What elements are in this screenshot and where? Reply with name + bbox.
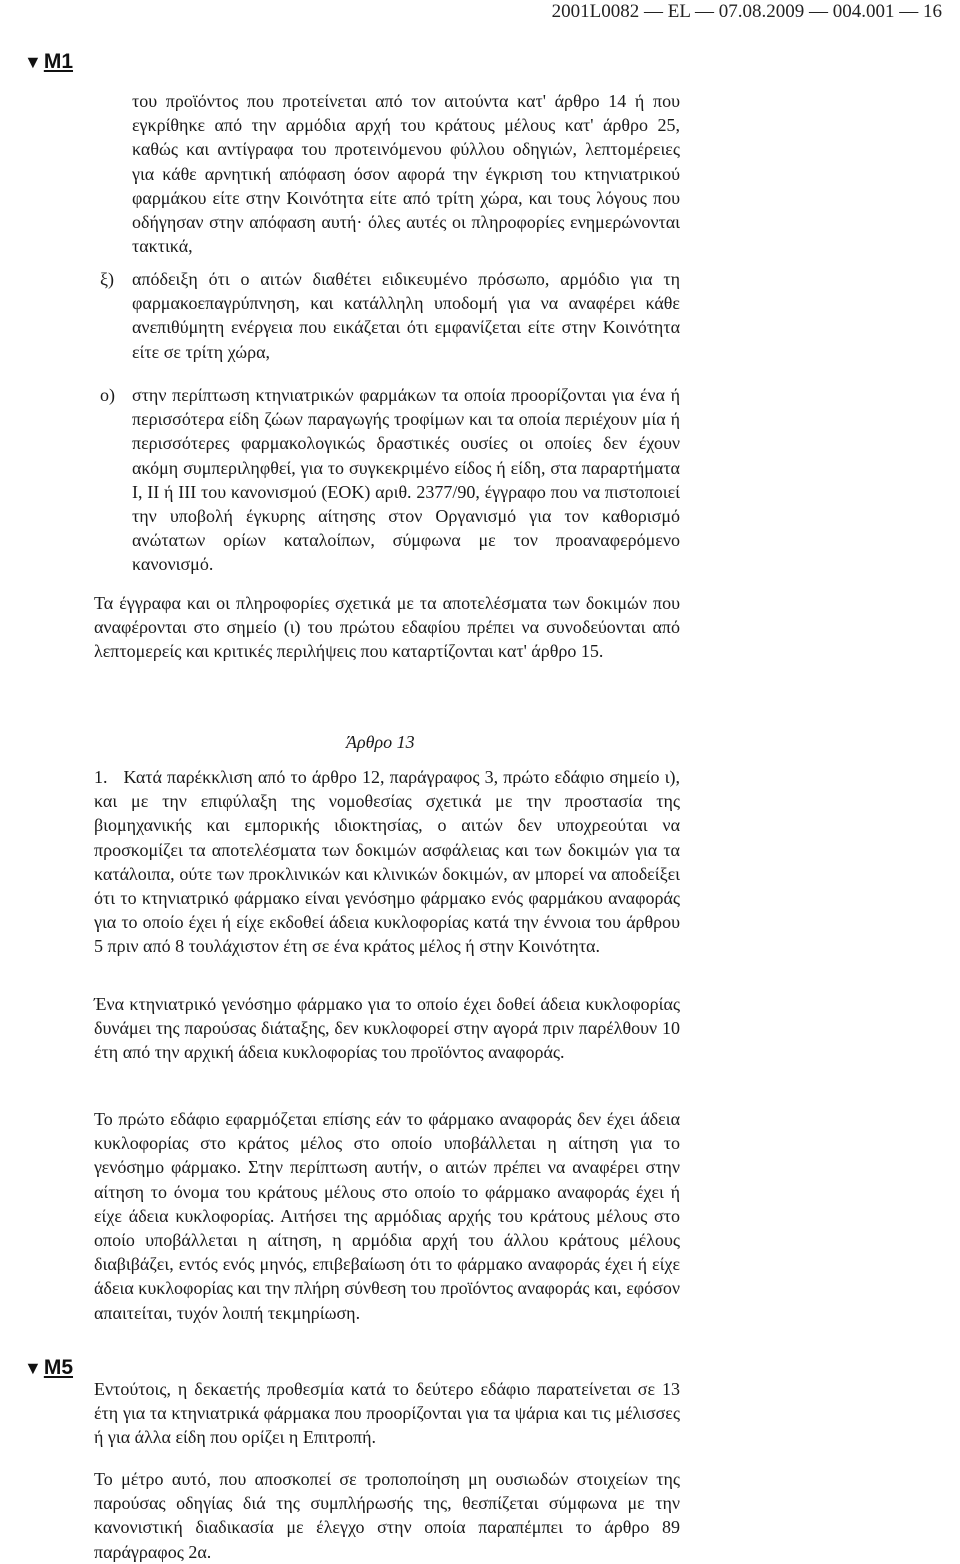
item-xi-label: ξ) bbox=[100, 269, 115, 289]
article-paragraph-3: Το πρώτο εδάφιο εφαρμόζεται επίσης εάν το φάρμακο αναφοράς δεν έχει άδεια κυκλοφορίας στο κράτος μέλος στο οποίο υποβάλλεται η αίτηση για το γενόσημο φάρμακο. Στην περίπτωση αυτήν, ο αιτών πρέπει να αναφέρει στην αίτηση το όνομα του κράτους μέλους στο οποίο το φάρμακο αναφοράς έχει ή είχε άδεια κυκλοφορίας. Αιτήσει της αρμόδιας αρχής του κράτους μέλους στο οποίο υποβάλλεται η αίτηση, η αρμόδια αρχή του άλλου κράτους μέλους διαβιβάζει, εντός ενός μηνός, επιβεβαίωση ότι το φάρμακο αναφοράς έχει ή είχε άδεια κυκλοφορίας και την πλήρη σύνθεση του προϊόντος αναφοράς και, εφόσον απαιτείται, τυχόν λοιπή τεκμηρίωση. bbox=[94, 1109, 680, 1323]
documents-paragraph: Τα έγγραφα και οι πληροφορίες σχετικά με τα αποτελέσματα των δοκιμών που αναφέρονται στο σημείο (ι) του πρώτου εδαφίου πρέπει να συνοδεύονται από λεπτομερείς και κριτικές περιλήψεις που καταρτίζονται κατ' άρθρο 15. bbox=[94, 593, 680, 662]
triangle-down-icon: ▼ bbox=[24, 1358, 42, 1378]
page-header: 2001L0082 — EL — 07.08.2009 — 004.001 — 16 bbox=[551, 1, 942, 22]
item-o-label: ο) bbox=[100, 385, 115, 405]
triangle-down-icon: ▼ bbox=[24, 52, 42, 72]
paragraph-number: 1. bbox=[94, 767, 108, 787]
item-xi-text: απόδειξη ότι ο αιτών διαθέτει ειδικευμένο πρόσωπο, αρμόδιο για τη φαρμακοεπαγρύπνηση, και κατάλληλη υποδομή για να αναφέρει κάθε ανεπιθύμητη ενέργεια που εικάζεται ότι εμφανίζεται είτε στην Κοινότητα είτε σε τρίτη χώρα, bbox=[132, 269, 680, 362]
paragraph-1-text: Κατά παρέκκλιση από το άρθρο 12, παράγραφος 3, πρώτο εδάφιο σημείο ι), και με την επιφύλαξη της νομοθεσίας σχετικά με την προστασία της βιομηχανικής και εμπορικής ιδιοκτησίας, ο αιτών δεν υποχρεούται να προσκομίζει τα αποτελέσματα των δοκιμών ασφάλειας και των δοκιμών για τα κατάλοιπα, ούτε των προκλινικών και κλινικών δοκιμών, αν μπορεί να αποδείξει ότι το κτηνιατρικό φάρμακο είναι γενόσημο φάρμακο ενός φαρμάκου αναφοράς για το οποίο έχει ή είχε εκδοθεί άδεια κυκλοφορίας κατά την έννοια του άρθρου 5 πριν από 8 τουλάχιστον έτη σε ένα κράτος μέλος ή στην Κοινότητα. bbox=[94, 767, 680, 957]
item-o-text: στην περίπτωση κτηνιατρικών φαρμάκων τα οποία προορίζονται για ένα ή περισσότερα είδη ζώων παραγωγής τροφίμων και τα οποία περιέχουν μία ή περισσότερες φαρμακολογικώς δραστικές ουσίες οι οποίες δεν έχουν ακόμη συμπεριληφθεί, για το συγκεκριμένο είδος ή είδη, στα παραρτήματα I, II ή III του κανονισμού (ΕΟΚ) αριθ. 2377/90, έγγραφο που να πιστοποιεί την υποβολή έγκυρης αίτησης στον Οργανισμό για τον καθορισμό ανώτατων ορίων καταλοίπων, σύμφωνα με τον προαναφερόμενο κανονισμό. bbox=[132, 385, 680, 575]
article-paragraph-5: Το μέτρο αυτό, που αποσκοπεί σε τροποποίηση μη ουσιωδών στοιχείων της παρούσας οδηγίας διά της συμπλήρωσής της, θεσπίζεται σύμφωνα με την κανονιστική διαδικασία με έλεγχο στην οποία παραπέμπει το άρθρο 89 παράγραφος 2α. bbox=[94, 1469, 680, 1562]
amendment-marker-m1: ▼M1 bbox=[24, 50, 74, 73]
continuation-paragraph: του προϊόντος που προτείνεται από τον αιτούντα κατ' άρθρο 14 ή που εγκρίθηκε από την αρμόδια αρχή του κράτους μέλους κατ' άρθρο 25, καθώς και αντίγραφα του προτεινόμενου φύλλου οδηγιών, λεπτομέρειες για κάθε αρνητική απόφαση όσον αφορά την έγκριση του κτηνιατρικού φαρμάκου είτε στην Κοινότητα είτε από τρίτη χώρα, και τους λόγους που οδήγησαν στην απόφαση αυτή· όλες αυτές οι πληροφορίες ενημερώνονται τακτικά, bbox=[132, 91, 680, 257]
article-paragraph-2: Ένα κτηνιατρικό γενόσημο φάρμακο για το οποίο έχει δοθεί άδεια κυκλοφορίας δυνάμει της παρούσας διάταξης, δεν κυκλοφορεί στην αγορά πριν παρέλθουν 10 έτη από την αρχική άδεια κυκλοφορίας του προϊόντος αναφοράς. bbox=[94, 994, 680, 1063]
amendment-marker-m5: ▼M5 bbox=[24, 1356, 74, 1379]
article-title: Άρθρο 13 bbox=[346, 732, 415, 752]
article-paragraph-1 bbox=[94, 765, 680, 959]
article-paragraph-4: Εντούτοις, η δεκαετής προθεσμία κατά το δεύτερο εδάφιο παρατείνεται σε 13 έτη για τα κτηνιατρικά φάρμακα που προορίζονται για τα ψάρια και τις μέλισσες ή για άλλα είδη που ορίζει η Επιτροπή. bbox=[94, 1379, 680, 1448]
